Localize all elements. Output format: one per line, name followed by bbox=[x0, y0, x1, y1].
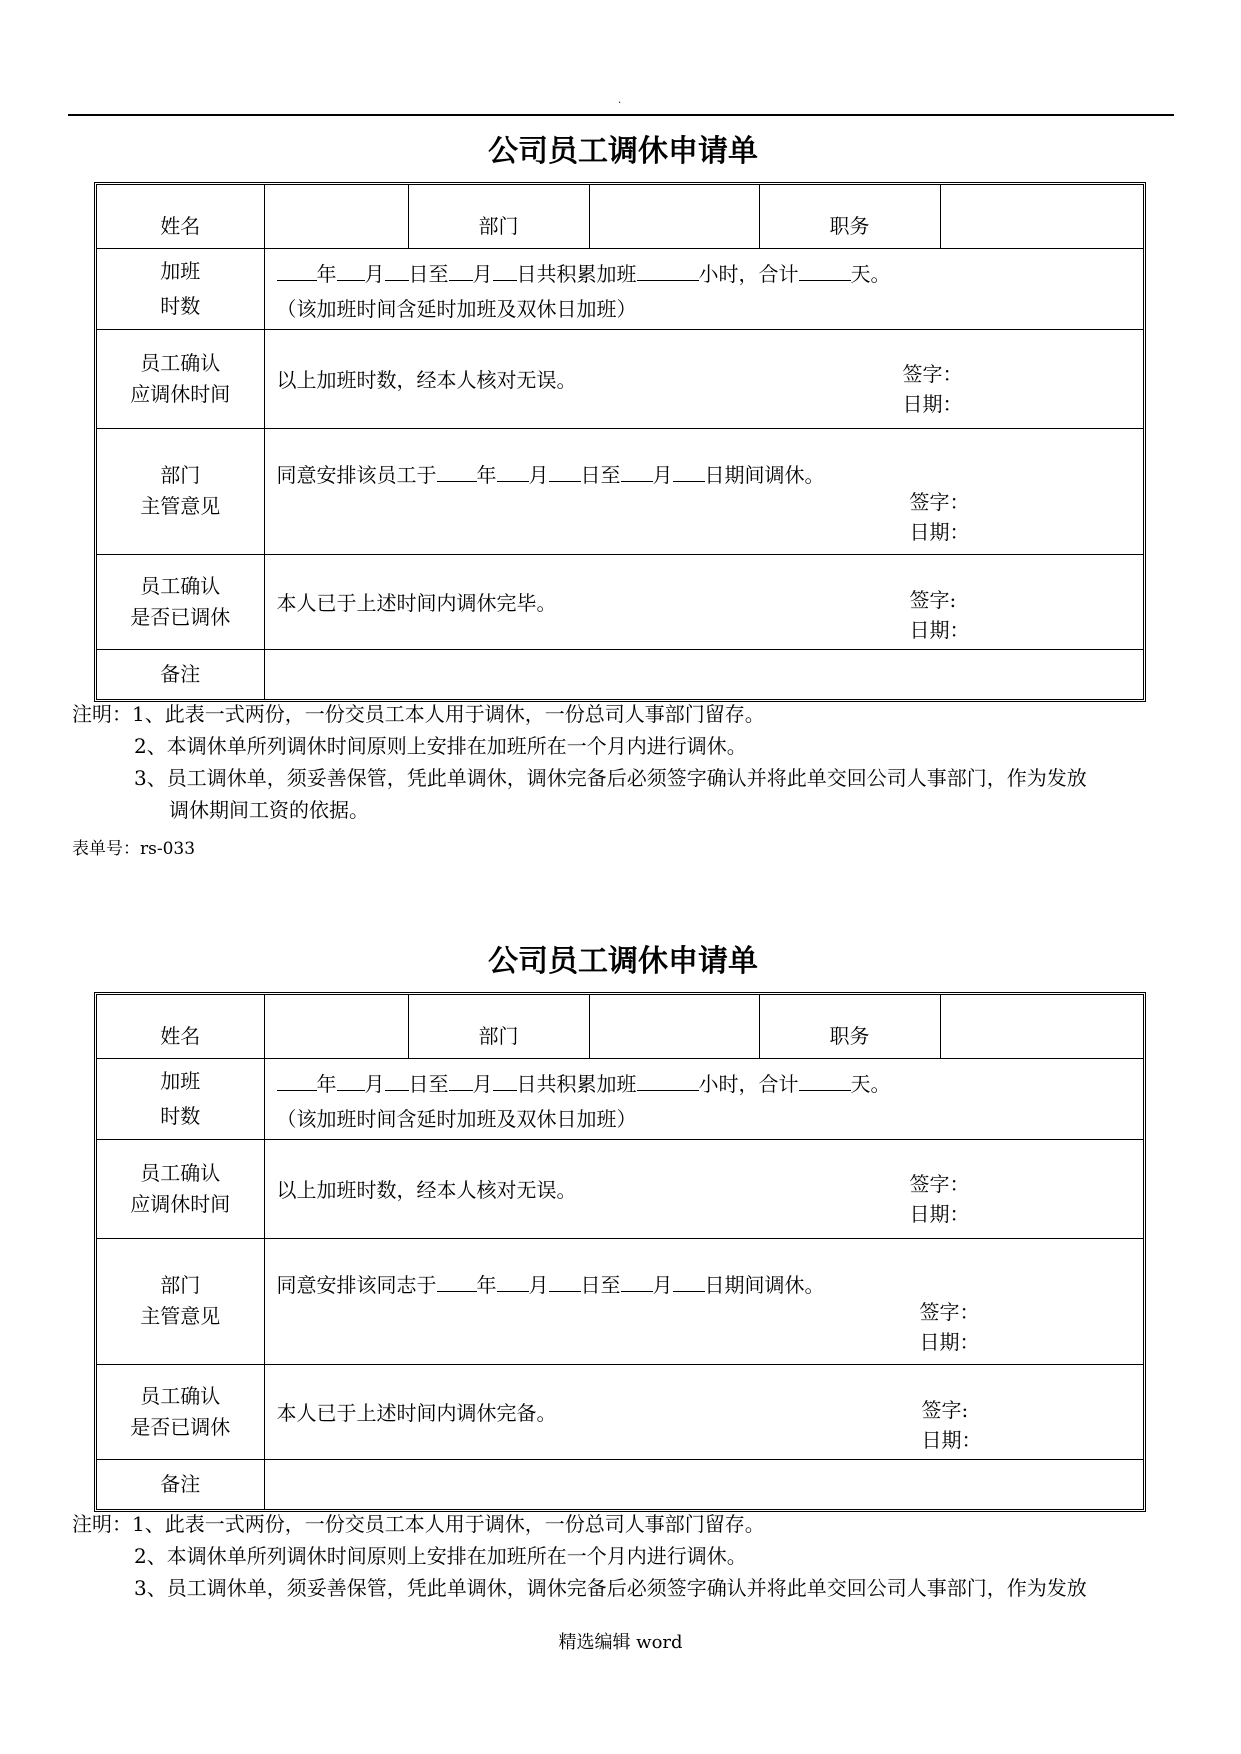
blank-month[interactable] bbox=[497, 463, 529, 482]
blank-day-end[interactable] bbox=[493, 262, 517, 281]
date-label: 日期： bbox=[909, 617, 970, 642]
blank-hours[interactable] bbox=[637, 262, 699, 281]
name-label: 姓名 bbox=[97, 995, 264, 1058]
note-1: 注明：1、此表一式两份，一份交员工本人用于调休，一份总司人事部门留存。 bbox=[72, 702, 765, 726]
manager-sentence bbox=[277, 1269, 825, 1298]
manager-sentence bbox=[277, 459, 825, 488]
row-confirm-hours bbox=[97, 329, 1143, 428]
page-header-dot: . bbox=[618, 95, 622, 106]
sign-label: 签字: bbox=[909, 587, 957, 612]
remarks-label: 备注 bbox=[97, 1459, 264, 1509]
confirm-done-label bbox=[97, 1364, 264, 1459]
seg-month-end: 月 bbox=[652, 1272, 673, 1297]
seg-end: 日期间调休。 bbox=[704, 1272, 825, 1297]
confirm-done-content bbox=[264, 554, 1143, 649]
header-rule bbox=[68, 114, 1174, 116]
row-overtime bbox=[97, 1058, 1143, 1139]
seg-hours: 小时，合计 bbox=[698, 1071, 799, 1096]
confirm-hours-text: 以上加班时数，经本人核对无误。 bbox=[276, 367, 577, 392]
blank-day[interactable] bbox=[549, 1273, 581, 1292]
seg-total: 日共积累加班 bbox=[516, 261, 637, 286]
name-value-cell[interactable] bbox=[264, 185, 408, 248]
seg-hours: 小时，合计 bbox=[698, 261, 799, 286]
remarks-value-cell[interactable] bbox=[264, 1459, 1143, 1509]
form-table bbox=[94, 992, 1146, 1512]
row-basic-info bbox=[97, 185, 1143, 248]
seg-total: 日共积累加班 bbox=[516, 1071, 637, 1096]
blank-year[interactable] bbox=[437, 463, 477, 482]
seg-month: 月 bbox=[364, 261, 385, 286]
dept-value-cell[interactable] bbox=[589, 995, 759, 1058]
seg-year: 年 bbox=[316, 1071, 337, 1096]
seg-month-end: 月 bbox=[472, 261, 493, 286]
confirm-hours-label-line2: 应调休时间 bbox=[130, 381, 231, 406]
confirm-hours-content bbox=[264, 329, 1143, 428]
sign-label: 签字: bbox=[921, 1397, 969, 1422]
seg-year: 年 bbox=[476, 462, 497, 487]
seg-end: 日期间调休。 bbox=[704, 462, 825, 487]
seg-month: 月 bbox=[528, 1272, 549, 1297]
blank-hours[interactable] bbox=[637, 1072, 699, 1091]
seg-month-end: 月 bbox=[652, 462, 673, 487]
sign-label: 签字： bbox=[902, 361, 963, 386]
row-remarks bbox=[97, 1459, 1143, 1509]
sign-label: 签字： bbox=[909, 489, 970, 514]
note-3-cont: 调休期间工资的依据。 bbox=[169, 798, 369, 822]
sign-label: 签字： bbox=[909, 1171, 970, 1196]
confirm-done-content bbox=[264, 1364, 1143, 1459]
blank-month[interactable] bbox=[497, 1273, 529, 1292]
row-remarks bbox=[97, 649, 1143, 699]
blank-year[interactable] bbox=[277, 262, 317, 281]
overtime-note: （该加班时间含延时加班及双休日加班） bbox=[276, 1106, 637, 1131]
blank-days[interactable] bbox=[799, 1072, 851, 1091]
note-3: 3、员工调休单，须妥善保管，凭此单调休，调休完备后必须签字确认并将此单交回公司人事部门，作为发放 bbox=[134, 766, 1087, 790]
date-label: 日期： bbox=[909, 1201, 970, 1226]
seg-month: 月 bbox=[364, 1071, 385, 1096]
seg-prefix: 同意安排该员工于 bbox=[276, 462, 437, 487]
row-confirm-done bbox=[97, 1364, 1143, 1459]
seg-year: 年 bbox=[476, 1272, 497, 1297]
blank-day[interactable] bbox=[549, 463, 581, 482]
confirm-hours-content bbox=[264, 1139, 1143, 1238]
manager-label-line1: 部门 bbox=[160, 1273, 201, 1297]
date-label: 日期： bbox=[902, 391, 963, 416]
seg-year: 年 bbox=[316, 261, 337, 286]
blank-days[interactable] bbox=[799, 262, 851, 281]
confirm-hours-label-line2: 应调休时间 bbox=[130, 1191, 231, 1216]
seg-day-to: 日至 bbox=[580, 462, 621, 487]
dept-label: 部门 bbox=[408, 995, 589, 1058]
overtime-content bbox=[264, 248, 1143, 329]
row-confirm-done bbox=[97, 554, 1143, 649]
confirm-done-label bbox=[97, 554, 264, 649]
manager-label-line2: 主管意见 bbox=[140, 1304, 221, 1328]
row-basic-info bbox=[97, 995, 1143, 1058]
name-value-cell[interactable] bbox=[264, 995, 408, 1058]
confirm-done-text: 本人已于上述时间内调休完备。 bbox=[276, 1400, 557, 1425]
seg-month-end: 月 bbox=[472, 1071, 493, 1096]
manager-label-line1: 部门 bbox=[160, 463, 201, 487]
confirm-hours-label bbox=[97, 1139, 264, 1238]
confirm-done-label-line2: 是否已调休 bbox=[130, 1414, 231, 1439]
confirm-hours-label bbox=[97, 329, 264, 428]
position-value-cell[interactable] bbox=[940, 185, 1143, 248]
remarks-label: 备注 bbox=[97, 649, 264, 699]
note-3: 3、员工调休单，须妥善保管，凭此单调休，调休完备后必须签字确认并将此单交回公司人事部门，作为发放 bbox=[134, 1576, 1087, 1600]
overtime-label-line2: 时数 bbox=[160, 1103, 201, 1128]
seg-day-to: 日至 bbox=[580, 1272, 621, 1297]
overtime-label-line1: 加班 bbox=[160, 1068, 201, 1093]
blank-year[interactable] bbox=[437, 1273, 477, 1292]
confirm-hours-text: 以上加班时数，经本人核对无误。 bbox=[276, 1177, 577, 1202]
manager-label bbox=[97, 1238, 264, 1364]
note-2: 2、本调休单所列调休时间原则上安排在加班所在一个月内进行调休。 bbox=[134, 1544, 747, 1568]
blank-day[interactable] bbox=[385, 1072, 409, 1091]
date-label: 日期： bbox=[921, 1427, 982, 1452]
manager-content bbox=[264, 428, 1143, 554]
row-manager bbox=[97, 1238, 1143, 1364]
note-1: 注明：1、此表一式两份，一份交员工本人用于调休，一份总司人事部门留存。 bbox=[72, 1512, 765, 1536]
manager-content bbox=[264, 1238, 1143, 1364]
overtime-note: （该加班时间含延时加班及双休日加班） bbox=[276, 296, 637, 321]
note-2: 2、本调休单所列调休时间原则上安排在加班所在一个月内进行调休。 bbox=[134, 734, 747, 758]
position-label: 职务 bbox=[759, 995, 940, 1058]
form-title: 公司员工调休申请单 bbox=[488, 134, 758, 169]
overtime-label bbox=[97, 1058, 264, 1139]
blank-day-end[interactable] bbox=[493, 1072, 517, 1091]
manager-label bbox=[97, 428, 264, 554]
row-manager bbox=[97, 428, 1143, 554]
name-label: 姓名 bbox=[97, 185, 264, 248]
seg-days: 天。 bbox=[850, 261, 891, 286]
page-footer: 精选编辑 word bbox=[558, 1632, 683, 1653]
position-value-cell[interactable] bbox=[940, 995, 1143, 1058]
date-label: 日期： bbox=[909, 519, 970, 544]
confirm-done-text: 本人已于上述时间内调休完毕。 bbox=[276, 590, 557, 615]
dept-label: 部门 bbox=[408, 185, 589, 248]
seg-day-to: 日至 bbox=[408, 1071, 449, 1096]
dept-value-cell[interactable] bbox=[589, 185, 759, 248]
confirm-hours-label-line1: 员工确认 bbox=[140, 1160, 221, 1185]
form-table bbox=[94, 182, 1146, 702]
manager-label-line2: 主管意见 bbox=[140, 494, 221, 518]
confirm-done-label-line2: 是否已调休 bbox=[130, 604, 231, 629]
overtime-label-line2: 时数 bbox=[160, 293, 201, 318]
confirm-done-label-line1: 员工确认 bbox=[140, 1383, 221, 1408]
sign-label: 签字： bbox=[919, 1299, 980, 1324]
seg-days: 天。 bbox=[850, 1071, 891, 1096]
form-title: 公司员工调休申请单 bbox=[488, 944, 758, 979]
seg-day-to: 日至 bbox=[408, 261, 449, 286]
blank-month[interactable] bbox=[337, 1072, 365, 1091]
blank-month-end[interactable] bbox=[621, 463, 653, 482]
seg-prefix: 同意安排该同志于 bbox=[276, 1272, 437, 1297]
blank-day-end[interactable] bbox=[673, 1273, 705, 1292]
overtime-label-line1: 加班 bbox=[160, 258, 201, 283]
blank-month-end[interactable] bbox=[621, 1273, 653, 1292]
remarks-value-cell[interactable] bbox=[264, 649, 1143, 699]
confirm-done-label-line1: 员工确认 bbox=[140, 573, 221, 598]
overtime-sentence bbox=[277, 1068, 891, 1097]
blank-year[interactable] bbox=[277, 1072, 317, 1091]
blank-day-end[interactable] bbox=[673, 463, 705, 482]
date-label: 日期： bbox=[919, 1329, 980, 1354]
overtime-label bbox=[97, 248, 264, 329]
overtime-sentence bbox=[277, 258, 891, 287]
seg-month: 月 bbox=[528, 462, 549, 487]
position-label: 职务 bbox=[759, 185, 940, 248]
blank-month-end[interactable] bbox=[449, 1072, 473, 1091]
blank-month[interactable] bbox=[337, 262, 365, 281]
blank-month-end[interactable] bbox=[449, 262, 473, 281]
row-confirm-hours bbox=[97, 1139, 1143, 1238]
confirm-hours-label-line1: 员工确认 bbox=[140, 350, 221, 375]
row-overtime bbox=[97, 248, 1143, 329]
form-number: 表单号：rs-033 bbox=[72, 839, 196, 859]
overtime-content bbox=[264, 1058, 1143, 1139]
blank-day[interactable] bbox=[385, 262, 409, 281]
